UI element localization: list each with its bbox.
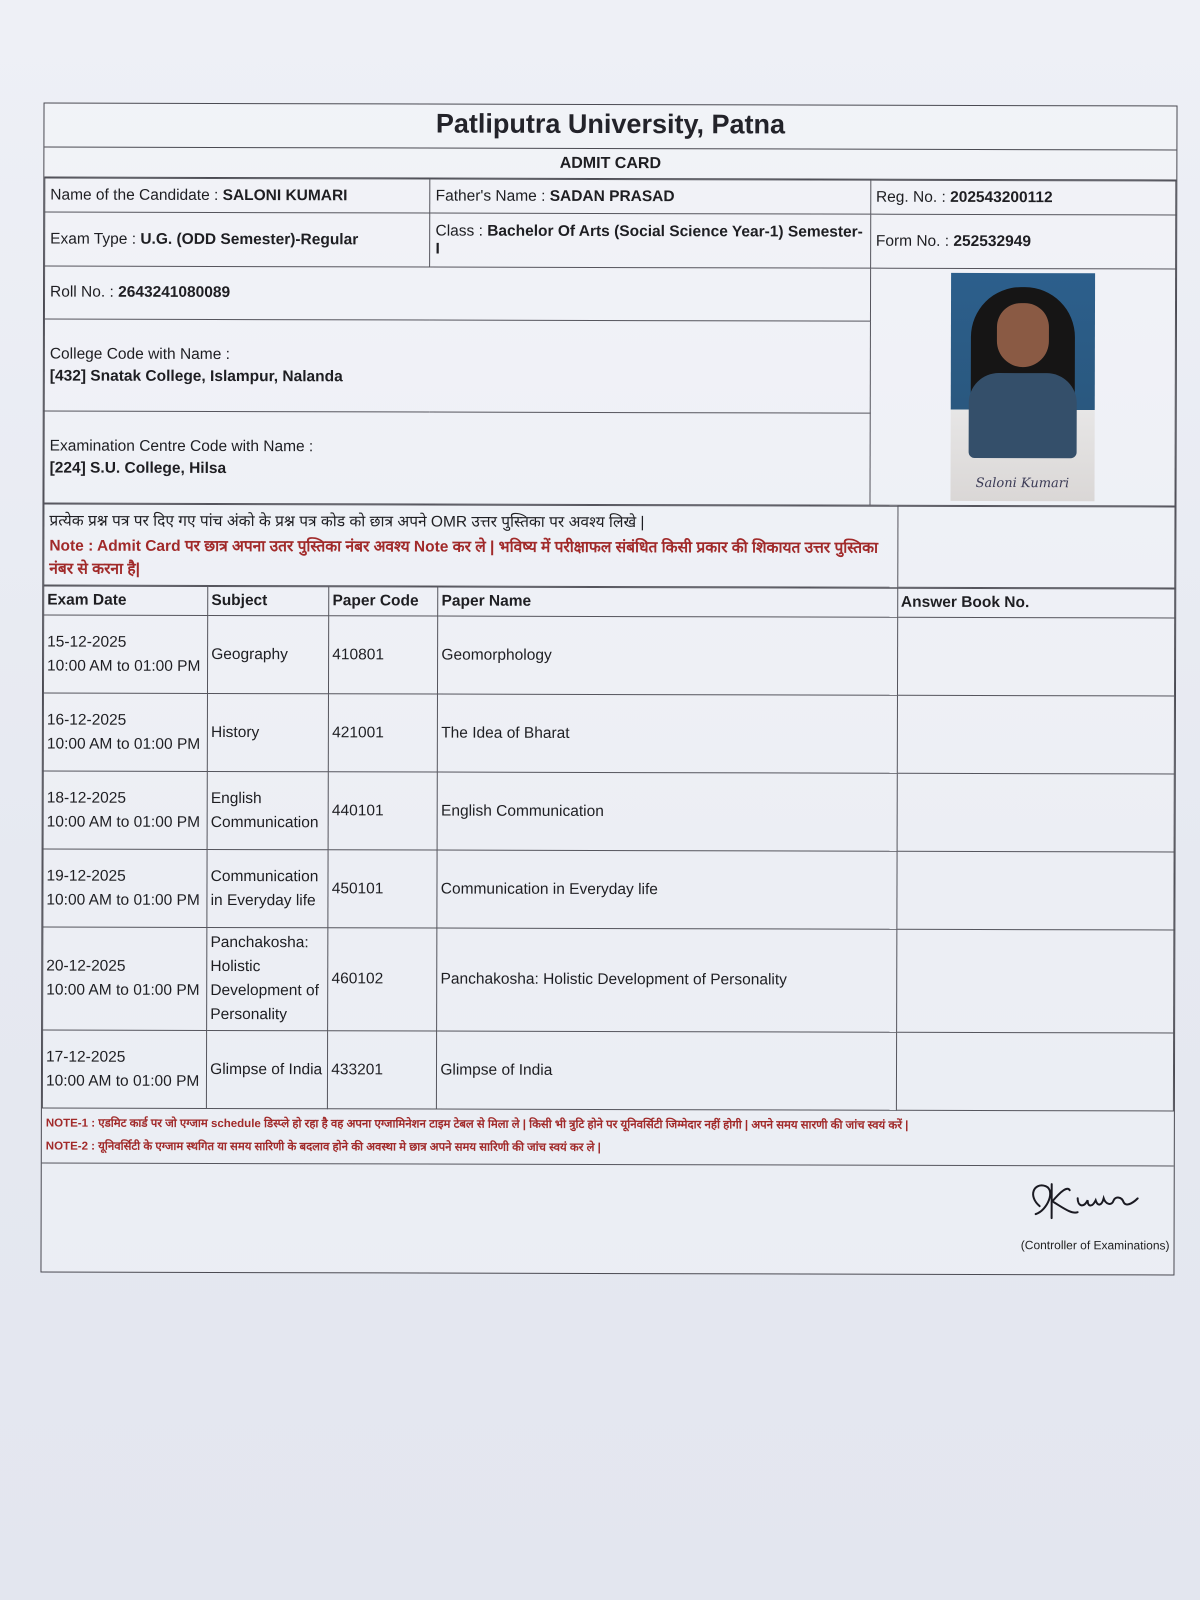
paper-name: English Communication xyxy=(437,772,897,851)
answer-book-no xyxy=(896,929,1174,1033)
reg-no: 202543200112 xyxy=(950,188,1053,206)
admit-card-title: ADMIT CARD xyxy=(44,148,1176,181)
paper-name: Glimpse of India xyxy=(437,1031,897,1110)
centre-label: Examination Centre Code with Name : xyxy=(49,437,314,455)
roll-no-cell xyxy=(44,266,870,321)
header-answer-book: Answer Book No. xyxy=(897,588,1174,618)
form-no-cell xyxy=(870,214,1175,269)
exam-date-cell xyxy=(43,615,207,693)
instructions-table xyxy=(43,504,1175,589)
exam-notes xyxy=(42,1109,1174,1167)
exam-time: 10:00 AM to 01:00 PM xyxy=(46,891,200,909)
exam-time: 10:00 AM to 01:00 PM xyxy=(45,1072,200,1090)
admit-card xyxy=(40,103,1177,1276)
exam-date: 20-12-2025 xyxy=(46,957,126,975)
form-no-label: Form No. : xyxy=(875,232,950,250)
note-1: NOTE-1 : एडमिट कार्ड पर जो एग्जाम schedule डिस्प्ले हो रहा है वह अपना एग्जामिनेशन टाइम टेबल से मिला ले | किसी भी त्रुटि होने पर यूनिवर्सिटी जिम्मेदार नहीं होगी | अपने समय सारणी की जांच स्वयं करें | xyxy=(45,1117,909,1132)
college-cell xyxy=(44,319,870,413)
centre-cell xyxy=(44,411,870,505)
exam-time: 10:00 AM to 01:00 PM xyxy=(46,981,200,999)
answer-book-no xyxy=(897,695,1174,774)
exam-date: 15-12-2025 xyxy=(47,633,127,651)
centre-name: [224] S.U. College, Hilsa xyxy=(49,459,227,477)
subject: Panchakosha: Holistic Development of Personality xyxy=(207,927,328,1030)
exam-type-label: Exam Type : xyxy=(50,230,137,248)
subject: English Communication xyxy=(207,771,328,849)
header-paper-name: Paper Name xyxy=(438,587,897,617)
university-title: Patliputra University, Patna xyxy=(44,104,1176,151)
exam-type: U.G. (ODD Semester)-Regular xyxy=(140,230,359,248)
signature-footer xyxy=(41,1164,1173,1275)
controller-label: (Controller of Examinations) xyxy=(1020,1238,1170,1253)
answer-book-no xyxy=(896,1032,1173,1111)
header-paper-code: Paper Code xyxy=(329,587,438,616)
paper-code: 460102 xyxy=(328,928,437,1031)
exam-time: 10:00 AM to 01:00 PM xyxy=(46,735,201,753)
table-row xyxy=(43,927,1174,1033)
paper-code: 450101 xyxy=(328,850,437,928)
exam-date-cell xyxy=(43,849,207,927)
instructions-blank-cell xyxy=(898,506,1175,588)
roll-no: 2643241080089 xyxy=(118,283,231,302)
subject: Glimpse of India xyxy=(207,1030,328,1108)
candidate-name-label: Name of the Candidate : xyxy=(50,186,219,204)
exam-date: 17-12-2025 xyxy=(46,1048,126,1066)
class-value: Bachelor Of Arts (Social Science Year-1) Semester-I xyxy=(435,222,863,258)
candidate-photo xyxy=(950,273,1095,501)
father-name-label: Father's Name : xyxy=(435,187,546,205)
answer-book-no xyxy=(897,617,1174,696)
exam-date: 19-12-2025 xyxy=(46,867,126,885)
table-row xyxy=(42,1030,1173,1111)
instructions-cell xyxy=(44,504,898,587)
header-exam-date: Exam Date xyxy=(44,586,208,615)
controller-signature xyxy=(1022,1176,1142,1222)
photo-cell xyxy=(870,268,1176,506)
father-name-cell xyxy=(430,179,870,214)
exam-time: 10:00 AM to 01:00 PM xyxy=(47,657,201,675)
header-subject: Subject xyxy=(208,586,329,615)
schedule-table xyxy=(42,586,1175,1112)
exam-date-cell xyxy=(43,927,207,1030)
paper-code: 440101 xyxy=(328,772,437,850)
exam-date: 18-12-2025 xyxy=(46,789,127,807)
paper-code: 410801 xyxy=(329,616,438,694)
class-label: Class : xyxy=(435,222,483,240)
answer-book-no xyxy=(897,773,1174,852)
table-row xyxy=(43,693,1174,774)
paper-name: Communication in Everyday life xyxy=(437,850,897,929)
reg-no-cell xyxy=(870,180,1175,215)
photo-signature: Saloni Kumari xyxy=(975,475,1070,492)
paper-name: The Idea of Bharat xyxy=(438,694,898,773)
college-label: College Code with Name : xyxy=(49,345,230,363)
paper-code: 433201 xyxy=(328,1031,437,1109)
reg-no-label: Reg. No. : xyxy=(875,188,946,206)
exam-type-cell xyxy=(45,212,430,267)
table-row xyxy=(43,771,1174,852)
exam-date-cell xyxy=(43,771,207,849)
note-2: NOTE-2 : यूनिवर्सिटी के एग्जाम स्थगित या समय सारिणी के बदलाव होने की अवस्था मे छात्र अपने समय सारिणी की जांच स्वयं कर ले | xyxy=(45,1140,601,1154)
class-cell xyxy=(430,213,871,268)
form-no: 252532949 xyxy=(953,232,1032,250)
exam-date: 16-12-2025 xyxy=(46,711,127,729)
exam-date-cell xyxy=(43,693,207,771)
exam-date-cell xyxy=(42,1030,206,1108)
candidate-name-cell xyxy=(45,178,430,213)
subject: Communication in Everyday life xyxy=(207,849,328,927)
candidate-name: SALONI KUMARI xyxy=(222,186,348,204)
roll-no-label: Roll No. : xyxy=(50,283,114,301)
paper-name: Panchakosha: Holistic Development of Personality xyxy=(437,928,897,1032)
college-name: [432] Snatak College, Islampur, Nalanda xyxy=(49,367,343,385)
subject: Geography xyxy=(208,615,329,693)
paper-code: 421001 xyxy=(329,694,438,772)
answer-book-note: Note : Admit Card पर छात्र अपना उतर पुस्तिका नंबर अवश्य Note कर ले | भविष्य में परीक्षाफल संबंधित किसी प्रकार की शिकायत उत्तर पुस्तिका नंबर से करना है| xyxy=(49,537,879,578)
father-name: SADAN PRASAD xyxy=(549,187,675,205)
subject: History xyxy=(207,693,328,771)
instruction-line: प्रत्येक प्रश्न पत्र पर दिए गए पांच अंको के प्रश्न पत्र कोड को छात्र अपने OMR उत्तर पुस्तिका पर अवश्य लिखे | xyxy=(49,512,645,532)
exam-time: 10:00 AM to 01:00 PM xyxy=(46,813,201,831)
table-row xyxy=(43,615,1174,696)
paper-name: Geomorphology xyxy=(438,616,898,695)
candidate-info-table xyxy=(43,178,1176,507)
table-row xyxy=(43,849,1174,930)
answer-book-no xyxy=(897,851,1174,930)
